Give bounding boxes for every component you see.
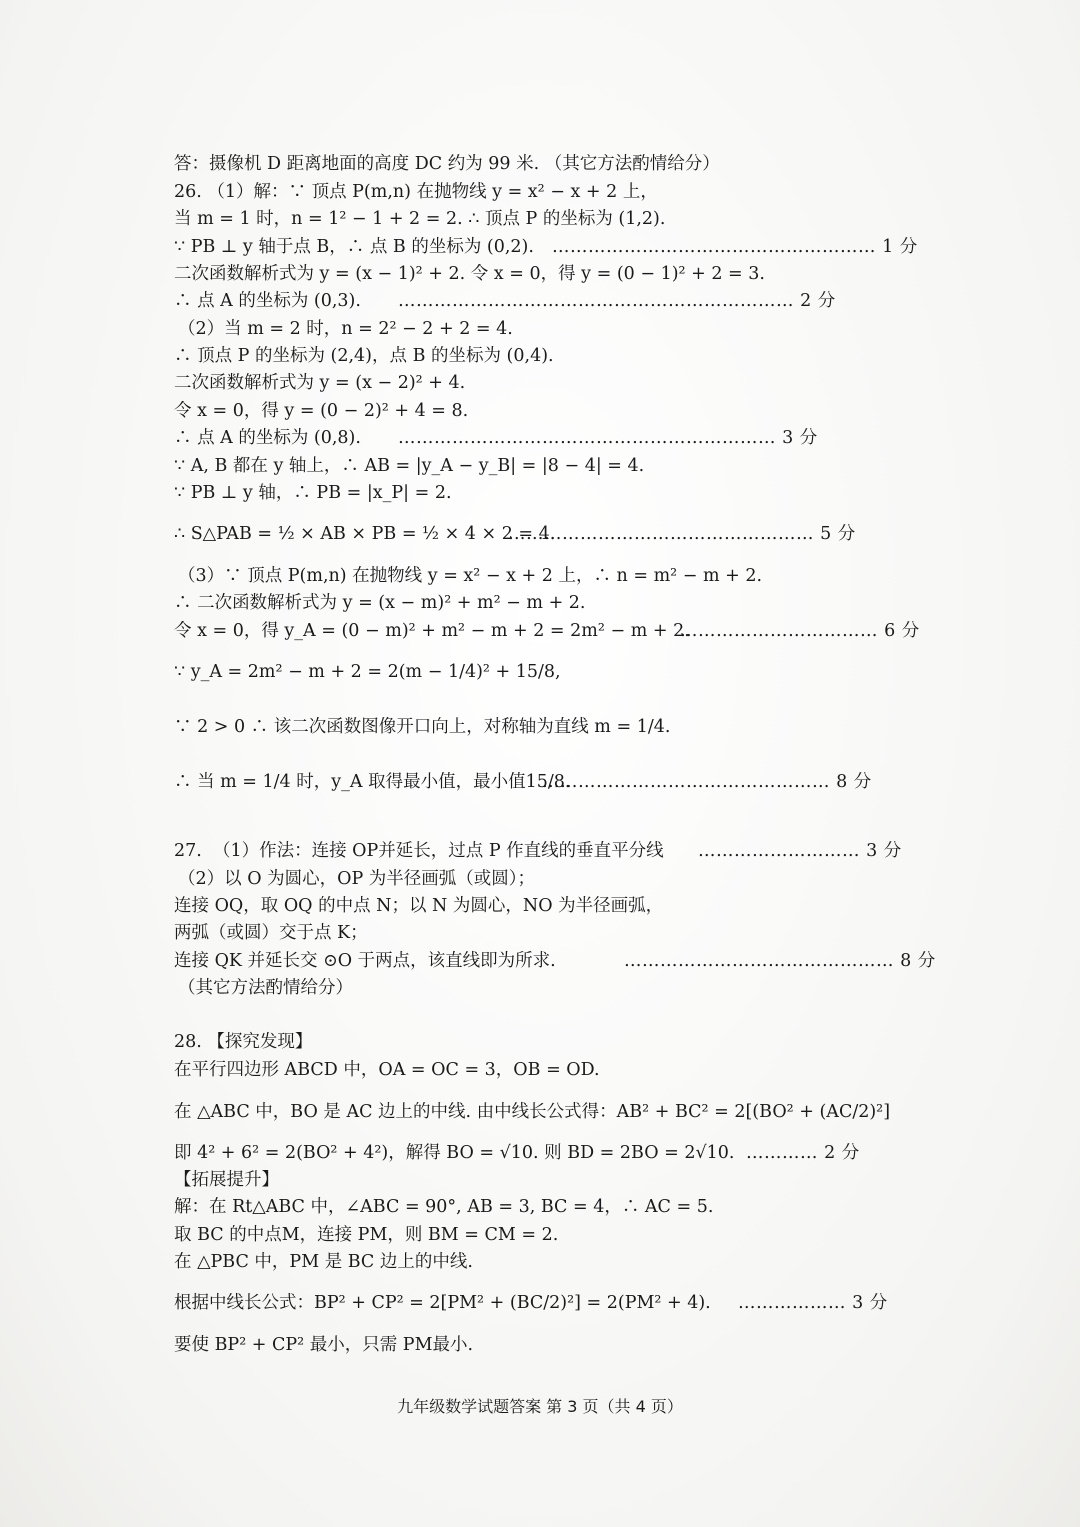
score-mark: ……………………………………………… 1 分 xyxy=(552,237,918,257)
answer-line: 二次函数解析式为 y = (x − 2)² + 4. xyxy=(174,373,466,393)
score-mark: ……………………………………………………… 3 分 xyxy=(398,428,818,448)
answer-line: 二次函数解析式为 y = (x − 1)² + 2. 令 x = 0，得 y = (0 − 1)² + 2 = 3. xyxy=(174,264,765,284)
answer-line: ∵ A, B 都在 y 轴上，∴ AB = |y_A − y_B| = |8 − 4| = 4. xyxy=(174,456,645,476)
answer-line: ∴ 顶点 P 的坐标为 (2,4)，点 B 的坐标为 (0,4). xyxy=(174,346,554,366)
score-mark: ……………………… 3 分 xyxy=(698,841,902,861)
answer-line: 即 4² + 6² = 2(BO² + 4²)，解得 BO = √10. 则 BD = 2BO = 2√10. xyxy=(174,1143,735,1163)
answer-line: ∴ 点 A 的坐标为 (0,3). xyxy=(174,291,361,311)
answer-line-extension-heading: 【拓展提升】 xyxy=(174,1170,279,1190)
score-mark: ………… 2 分 xyxy=(746,1143,860,1163)
answer-line-26-3-start: （3）∵ 顶点 P(m,n) 在抛物线 y = x² − x + 2 上，∴ n = m² − m + 2. xyxy=(178,566,763,586)
score-mark: ………………………………………………………… 2 分 xyxy=(398,291,836,311)
score-mark: ………………………………………… 8 分 xyxy=(542,772,872,792)
answer-line: 在 △PBC 中，PM 是 BC 边上的中线. xyxy=(174,1252,473,1272)
score-mark: ……………… 3 分 xyxy=(738,1293,888,1313)
answer-line: ∴ 当 m = 1/4 时，y_A 取得最小值，最小值15/8. xyxy=(174,772,571,792)
page-footer: 九年级数学试题答案 第 3 页（共 4 页） xyxy=(397,1397,683,1416)
answer-line-28-start: 28. 【探究发现】 xyxy=(174,1032,313,1052)
answer-line: 连接 QK 并延长交 ⊙O 于两点，该直线即为所求. xyxy=(174,951,556,971)
answer-line: 两弧（或圆）交于点 K； xyxy=(174,923,368,943)
answer-line-27-start: 27. （1）作法：连接 OP并延长，过点 P 作直线的垂直平分线 xyxy=(174,841,664,861)
answer-line: ∵ PB ⊥ y 轴于点 B，∴ 点 B 的坐标为 (0,2). xyxy=(174,237,534,257)
answer-line: 当 m = 1 时，n = 1² − 1 + 2 = 2. ∴ 顶点 P 的坐标为 (1,2). xyxy=(174,209,666,229)
answer-line: ∵ y_A = 2m² − m + 2 = 2(m − 1/4)² + 15/8, xyxy=(174,662,561,682)
score-mark: …………………………………………… 5 分 xyxy=(508,524,856,544)
answer-line: 解：在 Rt△ABC 中，∠ABC = 90°, AB = 3, BC = 4，∴ AC = 5. xyxy=(174,1197,714,1217)
answer-line-25-conclusion: 答：摄像机 D 距离地面的高度 DC 约为 99 米. （其它方法酌情给分） xyxy=(174,154,720,174)
answer-line-median-formula: 在 △ABC 中，BO 是 AC 边上的中线. 由中线长公式得：AB² + BC² = 2[(BO² + (AC/2)²] xyxy=(174,1102,891,1122)
answer-line: 在平行四边形 ABCD 中，OA = OC = 3，OB = OD. xyxy=(174,1060,600,1080)
answer-line: 根据中线长公式：BP² + CP² = 2[PM² + (BC/2)²] = 2(PM² + 4). xyxy=(174,1293,711,1313)
answer-line-26-1-start: 26. （1）解：∵ 顶点 P(m,n) 在抛物线 y = x² − x + 2 上， xyxy=(174,182,658,202)
answer-line: （其它方法酌情给分） xyxy=(178,978,353,998)
answer-line: 取 BC 的中点M，连接 PM，则 BM = CM = 2. xyxy=(174,1225,559,1245)
answer-line: ∴ 二次函数解析式为 y = (x − m)² + m² − m + 2. xyxy=(174,593,586,613)
answer-line: ∴ 点 A 的坐标为 (0,8). xyxy=(174,428,361,448)
answer-line: 要使 BP² + CP² 最小，只需 PM最小. xyxy=(174,1335,474,1355)
answer-line: ∵ PB ⊥ y 轴，∴ PB = |x_P| = 2. xyxy=(174,483,452,503)
answer-line: 连接 OQ，取 OQ 的中点 N；以 N 为圆心，NO 为半径画弧， xyxy=(174,896,664,916)
answer-line-26-2-start: （2）当 m = 2 时，n = 2² − 2 + 2 = 4. xyxy=(178,319,513,339)
answer-line: 令 x = 0，得 y = (0 − 2)² + 4 = 8. xyxy=(174,401,469,421)
answer-line: ∵ 2 > 0 ∴ 该二次函数图像开口向上，对称轴为直线 m = 1/4. xyxy=(174,717,671,737)
score-mark: …………………………… 6 分 xyxy=(680,621,920,641)
answer-line: 令 x = 0，得 y_A = (0 − m)² + m² − m + 2 = 2m² − m + 2. xyxy=(174,621,690,641)
score-mark: ……………………………………… 8 分 xyxy=(624,951,936,971)
answer-line: （2）以 O 为圆心，OP 为半径画弧（或圆）； xyxy=(178,869,536,889)
answer-line-triangle-area: ∴ S△PAB = ½ × AB × PB = ½ × 4 × 2 = 4. xyxy=(174,524,556,544)
